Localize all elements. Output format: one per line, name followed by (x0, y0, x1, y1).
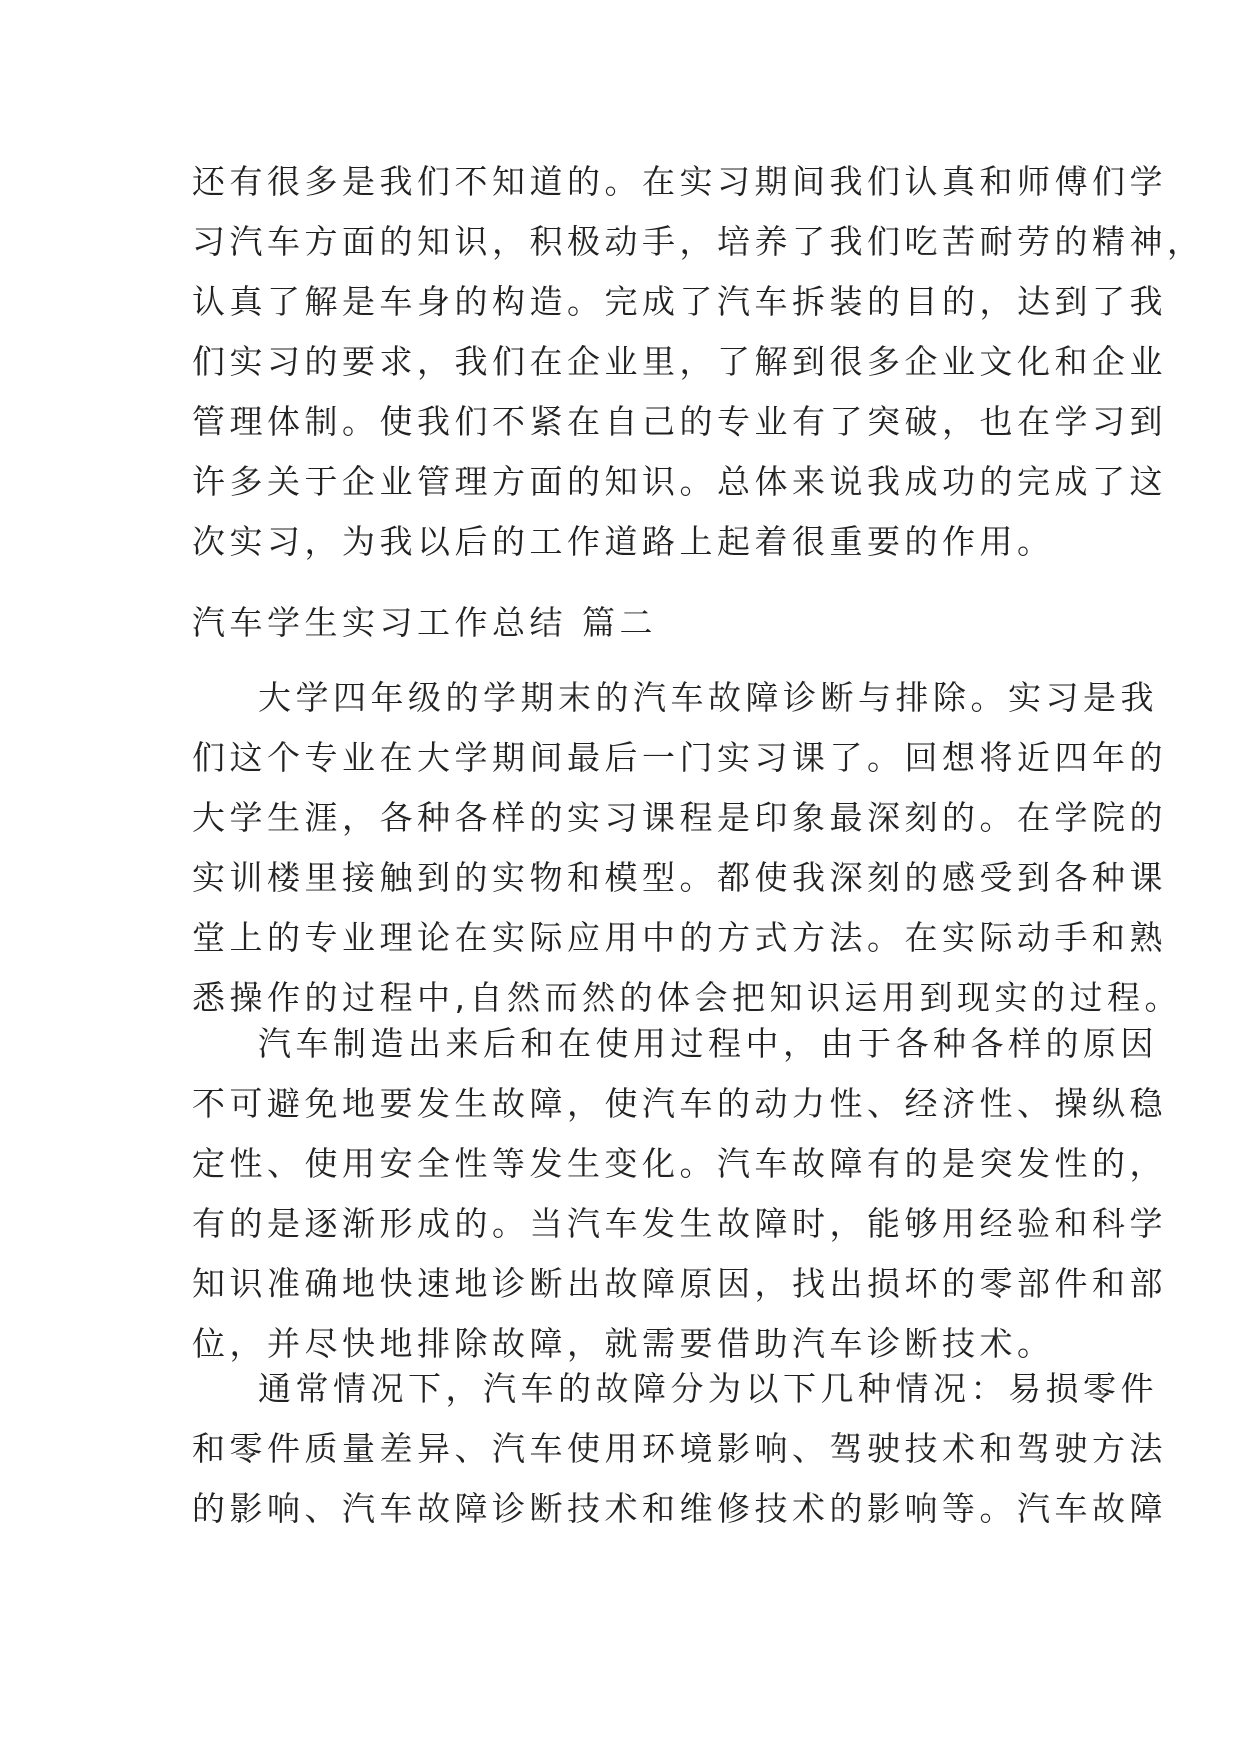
text-line: 们实习的要求，我们在企业里，了解到很多企业文化和企业 (192, 342, 1167, 381)
text-line: 堂上的专业理论在实际应用中的方式方法。在实际动手和熟 (192, 918, 1167, 957)
text-line: 大学生涯，各种各样的实习课程是印象最深刻的。在学院的 (192, 798, 1167, 837)
text-line: 位，并尽快地排除故障，就需要借助汽车诊断技术。 (192, 1324, 1055, 1363)
text-line: 次实习，为我以后的工作道路上起着很重要的作用。 (192, 522, 1055, 561)
text-line: 们这个专业在大学期间最后一门实习课了。回想将近四年的 (192, 738, 1167, 777)
continuation-paragraph (192, 152, 1205, 572)
text-line: 通常情况下，汽车的故障分为以下几种情况：易损零件 (258, 1369, 1158, 1408)
paragraph-1 (192, 668, 1182, 1028)
paragraph-3 (192, 1359, 1167, 1539)
text-line: 和零件质量差异、汽车使用环境影响、驾驶技术和驾驶方法 (192, 1429, 1167, 1468)
text-line: 习汽车方面的知识，积极动手，培养了我们吃苦耐劳的精神， (192, 222, 1205, 261)
text-line: 许多关于企业管理方面的知识。总体来说我成功的完成了这 (192, 462, 1167, 501)
section-heading: 汽车学生实习工作总结 篇二 (192, 603, 657, 642)
paragraph-2 (192, 1014, 1167, 1374)
text-line: 定性、使用安全性等发生变化。汽车故障有的是突发性的， (192, 1144, 1167, 1183)
text-line: 有的是逐渐形成的。当汽车发生故障时，能够用经验和科学 (192, 1204, 1167, 1243)
text-line: 实训楼里接触到的实物和模型。都使我深刻的感受到各种课 (192, 858, 1167, 897)
text-line: 悉操作的过程中,自然而然的体会把知识运用到现实的过程。 (192, 978, 1182, 1017)
text-line: 还有很多是我们不知道的。在实习期间我们认真和师傅们学 (192, 162, 1167, 201)
text-line: 管理体制。使我们不紧在自己的专业有了突破，也在学习到 (192, 402, 1167, 441)
section-heading-block (192, 593, 1072, 653)
text-line: 大学四年级的学期末的汽车故障诊断与排除。实习是我 (258, 678, 1158, 717)
text-line: 知识准确地快速地诊断出故障原因，找出损坏的零部件和部 (192, 1264, 1167, 1303)
text-line: 认真了解是车身的构造。完成了汽车拆装的目的，达到了我 (192, 282, 1167, 321)
text-line: 的影响、汽车故障诊断技术和维修技术的影响等。汽车故障 (192, 1489, 1167, 1528)
text-line: 不可避免地要发生故障，使汽车的动力性、经济性、操纵稳 (192, 1084, 1167, 1123)
text-line: 汽车制造出来后和在使用过程中，由于各种各样的原因 (258, 1024, 1158, 1063)
